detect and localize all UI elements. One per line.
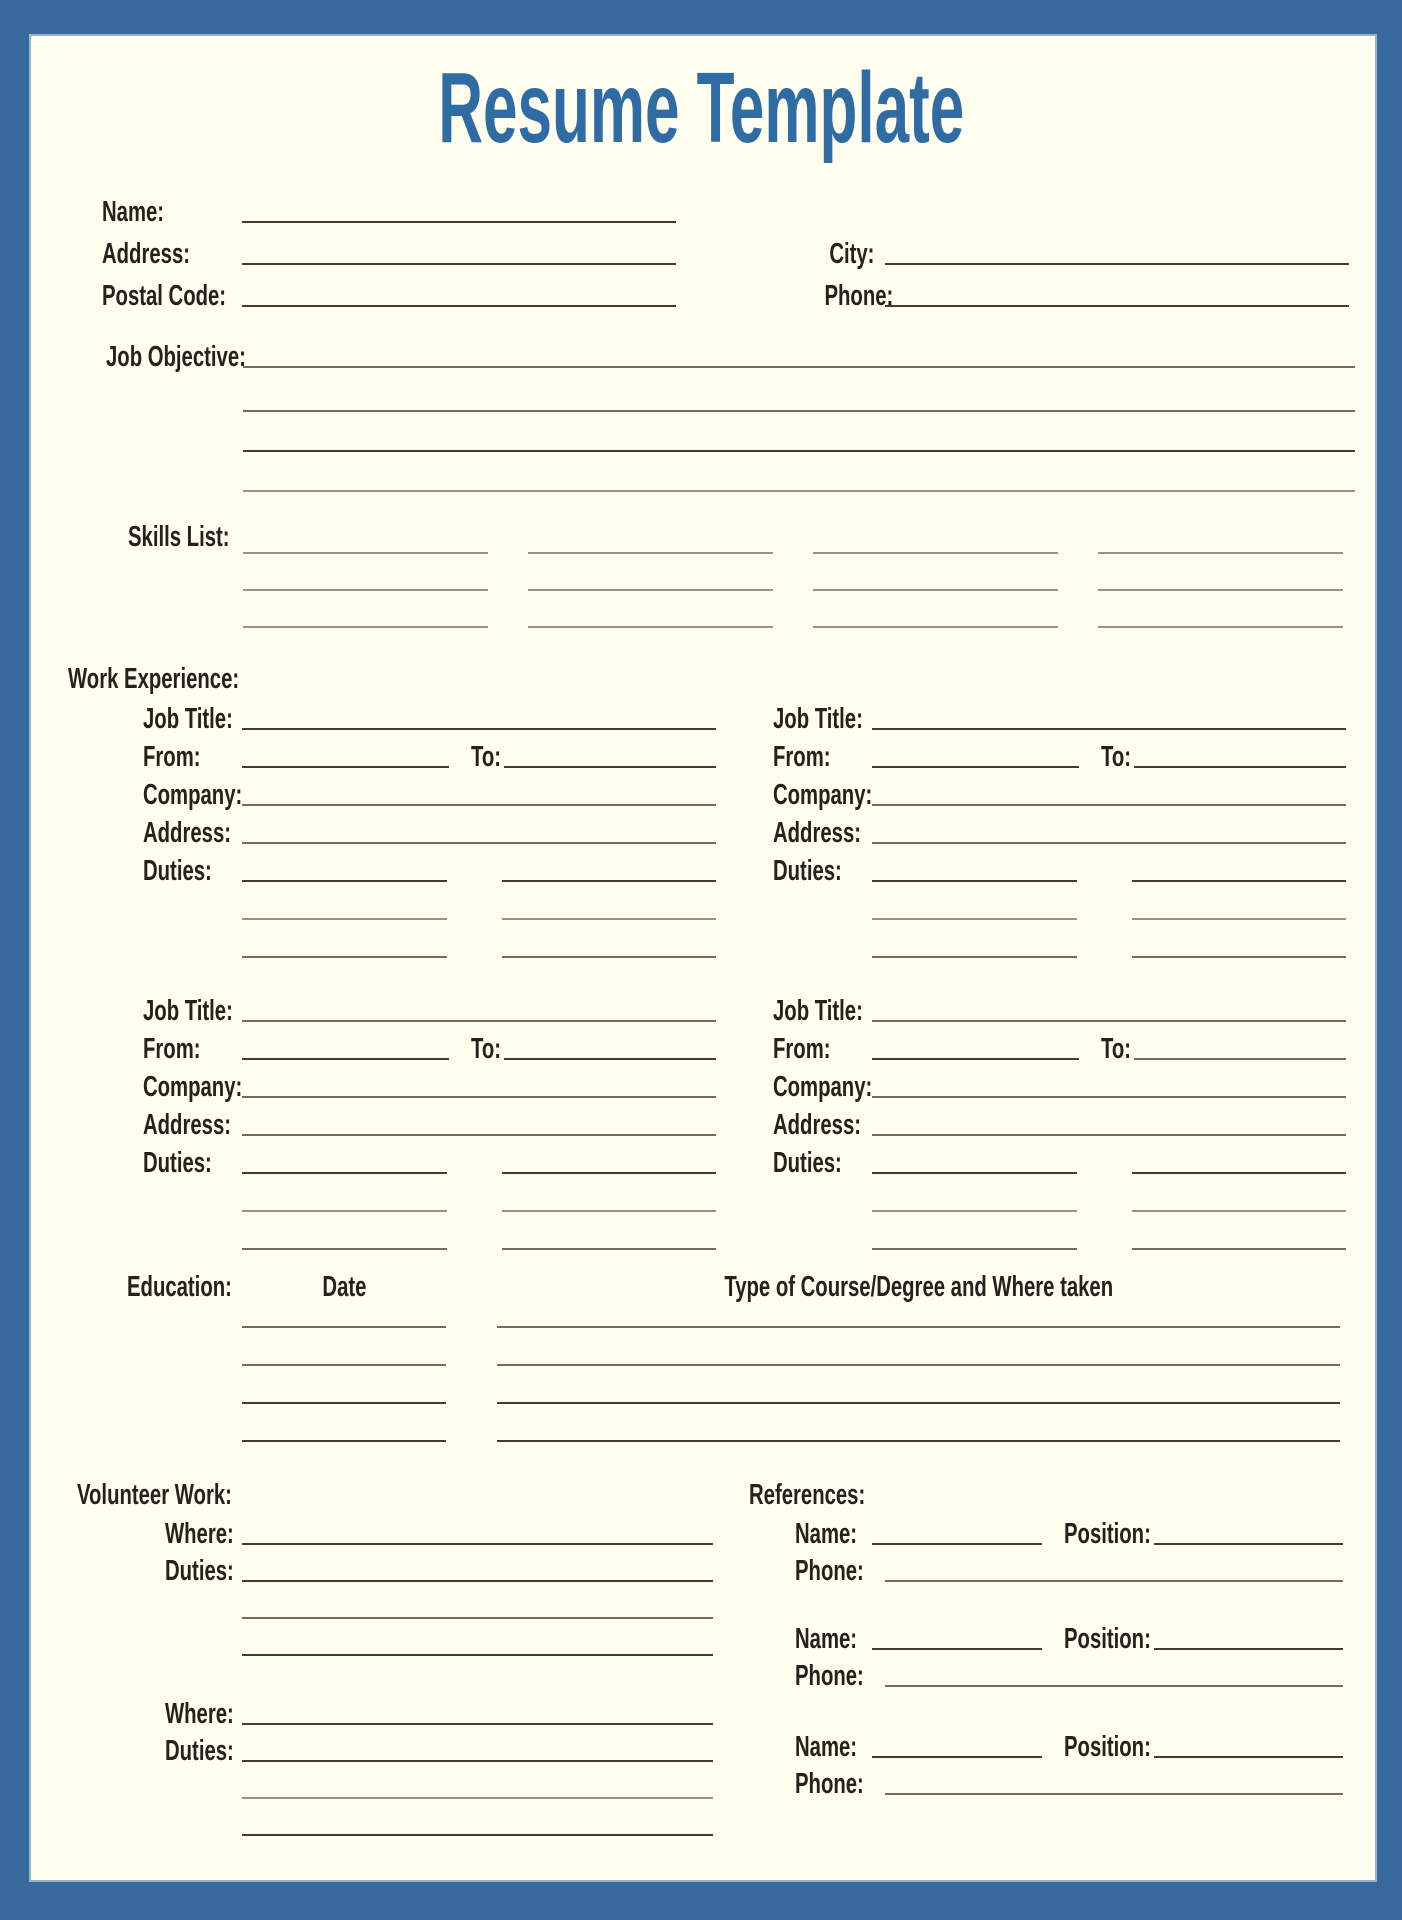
skill-field-line[interactable] — [528, 517, 773, 554]
job-title-field-line[interactable] — [872, 728, 1346, 730]
volunteer-where-field-line[interactable] — [242, 1543, 713, 1545]
duties-field-line[interactable] — [502, 880, 716, 882]
job-title-row — [143, 988, 716, 1026]
to-label: To: — [1101, 1032, 1132, 1065]
from-field-line[interactable] — [242, 766, 449, 768]
job-address-field-line[interactable] — [872, 842, 1346, 844]
reference-name-field-line[interactable] — [872, 1756, 1042, 1758]
job-objective-extra-lines — [243, 372, 1355, 492]
volunteer-where-field-line[interactable] — [242, 1723, 713, 1725]
duties-field-line[interactable] — [242, 1248, 447, 1250]
job-objective-field-line[interactable] — [243, 452, 1355, 492]
volunteer-where-label: Where: — [165, 1697, 234, 1730]
job-address-label: Address: — [143, 1108, 231, 1141]
job-title-label: Job Title: — [773, 702, 863, 735]
job-block — [773, 696, 1346, 962]
duties-row — [143, 1140, 716, 1178]
volunteer-duties-row — [165, 1729, 713, 1766]
skill-field-line[interactable] — [813, 554, 1058, 591]
education-course-field-line[interactable] — [497, 1440, 1340, 1442]
education-date-field-line[interactable] — [242, 1326, 446, 1328]
duties-label: Duties: — [773, 1146, 842, 1179]
volunteer-duties-extra-row — [165, 1623, 713, 1660]
duties-field-line[interactable] — [502, 956, 716, 958]
volunteer-duties-extra-row — [165, 1586, 713, 1623]
job-title-row — [143, 696, 716, 734]
job-address-row — [143, 1102, 716, 1140]
duties-field-line[interactable] — [872, 1248, 1077, 1250]
from-label: From: — [143, 1032, 201, 1065]
from-label: From: — [773, 1032, 831, 1065]
job-address-field-line[interactable] — [242, 842, 716, 844]
address-row — [102, 227, 676, 269]
company-row — [773, 1064, 1346, 1102]
duties-field-line[interactable] — [872, 956, 1077, 958]
volunteer-duties-field-line[interactable] — [242, 1760, 713, 1762]
references-header: References: — [749, 1479, 866, 1511]
volunteer-duties-label: Duties: — [165, 1554, 234, 1587]
postal-code-row — [102, 269, 676, 311]
job-objective-field-line[interactable] — [243, 366, 1355, 368]
skill-field-line[interactable] — [243, 591, 488, 628]
volunteer-block — [165, 1692, 713, 1840]
education-date-header: Date — [321, 1271, 366, 1303]
address-field-line[interactable] — [242, 263, 676, 265]
reference-name-position-row — [795, 1512, 1343, 1549]
reference-position-field-line[interactable] — [1154, 1543, 1343, 1545]
reference-position-label: Position: — [1064, 1622, 1151, 1655]
company-field-line[interactable] — [242, 1096, 716, 1098]
city-row — [795, 227, 1349, 269]
duties-extra-row — [143, 886, 716, 924]
duties-field-line[interactable] — [872, 1172, 1077, 1174]
job-title-field-line[interactable] — [242, 1020, 716, 1022]
duties-extra-row — [143, 1178, 716, 1216]
volunteer-duties-extra-row — [165, 1803, 713, 1840]
address-label: Address: — [102, 237, 190, 270]
volunteer-where-row — [165, 1512, 713, 1549]
job-block — [773, 988, 1346, 1254]
volunteer-block — [165, 1512, 713, 1660]
reference-name-field-line[interactable] — [872, 1543, 1042, 1545]
from-field-line[interactable] — [872, 1058, 1079, 1060]
name-label: Name: — [102, 195, 165, 228]
job-title-label: Job Title: — [143, 994, 233, 1027]
job-block — [143, 988, 716, 1254]
skill-field-line[interactable] — [243, 554, 488, 591]
skills-grid — [243, 517, 1343, 628]
to-field-line[interactable] — [504, 766, 716, 768]
city-field-line[interactable] — [885, 263, 1349, 265]
job-address-label: Address: — [773, 1108, 861, 1141]
education-course-field-line[interactable] — [497, 1364, 1340, 1366]
job-title-field-line[interactable] — [242, 728, 716, 730]
name-row — [102, 185, 676, 227]
job-address-label: Address: — [773, 816, 861, 849]
reference-block — [795, 1512, 1343, 1586]
job-title-row — [773, 696, 1346, 734]
education-date-field-line[interactable] — [242, 1364, 446, 1366]
job-title-label: Job Title: — [143, 702, 233, 735]
duties-field-line[interactable] — [242, 1172, 447, 1174]
duties-row — [143, 848, 716, 886]
education-rows — [242, 1294, 1340, 1446]
job-title-label: Job Title: — [773, 994, 863, 1027]
duties-field-line[interactable] — [242, 956, 447, 958]
duties-field-line[interactable] — [1132, 918, 1346, 920]
reference-name-label: Name: — [795, 1730, 858, 1763]
duties-field-line[interactable] — [1132, 1172, 1346, 1174]
postal-code-label: Postal Code: — [102, 279, 227, 312]
volunteer-duties-field-line[interactable] — [242, 1580, 713, 1582]
volunteer-where-row — [165, 1692, 713, 1729]
volunteer-work-header: Volunteer Work: — [77, 1479, 232, 1511]
company-field-line[interactable] — [872, 1096, 1346, 1098]
reference-phone-field-line[interactable] — [885, 1685, 1343, 1687]
duties-extra-row — [143, 924, 716, 962]
duties-label: Duties: — [143, 854, 212, 887]
duties-extra-row — [773, 1178, 1346, 1216]
job-objective-label: Job Objective: — [106, 340, 246, 373]
from-to-row — [773, 1026, 1346, 1064]
reference-block — [795, 1725, 1343, 1799]
duties-extra-row — [143, 1216, 716, 1254]
duties-field-line[interactable] — [1132, 956, 1346, 958]
duties-field-line[interactable] — [1132, 880, 1346, 882]
phone-label: Phone: — [824, 279, 894, 312]
job-address-row — [773, 810, 1346, 848]
from-field-line[interactable] — [872, 766, 1079, 768]
skill-field-line[interactable] — [528, 591, 773, 628]
duties-field-line[interactable] — [1132, 1210, 1346, 1212]
duties-extra-row — [773, 1216, 1346, 1254]
reference-name-label: Name: — [795, 1622, 858, 1655]
work-experience-header: Work Experience: — [68, 663, 240, 695]
company-row — [143, 1064, 716, 1102]
reference-block — [795, 1617, 1343, 1691]
reference-position-label: Position: — [1064, 1517, 1151, 1550]
duties-field-line[interactable] — [242, 918, 447, 920]
from-to-row — [143, 734, 716, 772]
education-label: Education: — [127, 1271, 232, 1303]
volunteer-duties-label: Duties: — [165, 1734, 234, 1767]
skill-field-line[interactable] — [528, 554, 773, 591]
education-row — [242, 1408, 1340, 1446]
job-objective-field-line[interactable] — [243, 372, 1355, 412]
duties-field-line[interactable] — [872, 918, 1077, 920]
volunteer-duties-field-line[interactable] — [242, 1797, 713, 1799]
duties-field-line[interactable] — [1132, 1248, 1346, 1250]
to-field-line[interactable] — [504, 1058, 716, 1060]
skill-field-line[interactable] — [813, 591, 1058, 628]
reference-phone-label: Phone: — [795, 1767, 864, 1800]
job-title-field-line[interactable] — [872, 1020, 1346, 1022]
education-course-field-line[interactable] — [497, 1402, 1340, 1404]
duties-row — [773, 1140, 1346, 1178]
education-course-header: Type of Course/Degree and Where taken — [724, 1271, 1113, 1303]
page-title: Resume Template — [437, 52, 965, 164]
reference-phone-label: Phone: — [795, 1554, 864, 1587]
from-to-row — [773, 734, 1346, 772]
personal-info-right — [795, 227, 1349, 311]
duties-row — [773, 848, 1346, 886]
reference-phone-label: Phone: — [795, 1659, 864, 1692]
company-label: Company: — [143, 778, 243, 811]
reference-name-label: Name: — [795, 1517, 858, 1550]
from-to-row — [143, 1026, 716, 1064]
from-label: From: — [773, 740, 831, 773]
job-address-label: Address: — [143, 816, 231, 849]
education-row — [242, 1332, 1340, 1370]
job-objective-row — [106, 330, 1355, 372]
from-label: From: — [143, 740, 201, 773]
company-row — [773, 772, 1346, 810]
volunteer-duties-extra-row — [165, 1766, 713, 1803]
job-address-row — [143, 810, 716, 848]
job-objective-field-line[interactable] — [243, 412, 1355, 452]
duties-field-line[interactable] — [502, 1248, 716, 1250]
from-field-line[interactable] — [242, 1058, 449, 1060]
postal-code-field-line[interactable] — [242, 305, 676, 307]
personal-info-left — [102, 185, 676, 311]
volunteer-duties-field-line[interactable] — [242, 1654, 713, 1656]
skill-field-line[interactable] — [1098, 554, 1343, 591]
duties-label: Duties: — [773, 854, 842, 887]
duties-extra-row — [773, 886, 1346, 924]
city-label: City: — [828, 237, 874, 270]
volunteer-duties-field-line[interactable] — [242, 1617, 713, 1619]
reference-name-position-row — [795, 1617, 1343, 1654]
skill-field-line[interactable] — [1098, 517, 1343, 554]
to-label: To: — [1101, 740, 1132, 773]
reference-phone-field-line[interactable] — [885, 1793, 1343, 1795]
education-course-field-line[interactable] — [497, 1326, 1340, 1328]
volunteer-duties-row — [165, 1549, 713, 1586]
company-label: Company: — [143, 1070, 243, 1103]
job-address-row — [773, 1102, 1346, 1140]
job-address-field-line[interactable] — [872, 1134, 1346, 1136]
job-address-field-line[interactable] — [242, 1134, 716, 1136]
reference-phone-row — [795, 1762, 1343, 1799]
reference-position-field-line[interactable] — [1154, 1756, 1343, 1758]
duties-extra-row — [773, 924, 1346, 962]
education-date-field-line[interactable] — [242, 1402, 446, 1404]
duties-field-line[interactable] — [242, 880, 447, 882]
reference-name-field-line[interactable] — [872, 1648, 1042, 1650]
skill-field-line[interactable] — [1098, 591, 1343, 628]
company-field-line[interactable] — [872, 804, 1346, 806]
volunteer-where-label: Where: — [165, 1517, 234, 1550]
company-label: Company: — [773, 778, 873, 811]
to-label: To: — [471, 740, 502, 773]
duties-field-line[interactable] — [872, 1210, 1077, 1212]
phone-field-line[interactable] — [885, 305, 1349, 307]
duties-field-line[interactable] — [872, 880, 1077, 882]
duties-field-line[interactable] — [502, 1172, 716, 1174]
education-row — [242, 1294, 1340, 1332]
reference-position-field-line[interactable] — [1154, 1648, 1343, 1650]
reference-phone-field-line[interactable] — [885, 1580, 1343, 1582]
reference-name-position-row — [795, 1725, 1343, 1762]
to-label: To: — [471, 1032, 502, 1065]
reference-phone-row — [795, 1549, 1343, 1586]
education-date-field-line[interactable] — [242, 1440, 446, 1442]
duties-label: Duties: — [143, 1146, 212, 1179]
duties-field-line[interactable] — [502, 918, 716, 920]
phone-row — [795, 269, 1349, 311]
skills-list-label: Skills List: — [128, 521, 230, 553]
job-block — [143, 696, 716, 962]
job-title-row — [773, 988, 1346, 1026]
reference-phone-row — [795, 1654, 1343, 1691]
skill-field-line[interactable] — [813, 517, 1058, 554]
skill-field-line[interactable] — [243, 517, 488, 554]
to-field-line[interactable] — [1134, 766, 1346, 768]
company-row — [143, 772, 716, 810]
reference-position-label: Position: — [1064, 1730, 1151, 1763]
duties-field-line[interactable] — [502, 1210, 716, 1212]
to-field-line[interactable] — [1134, 1058, 1346, 1060]
company-field-line[interactable] — [242, 804, 716, 806]
education-row — [242, 1370, 1340, 1408]
duties-field-line[interactable] — [242, 1210, 447, 1212]
name-field-line[interactable] — [242, 221, 676, 223]
company-label: Company: — [773, 1070, 873, 1103]
volunteer-duties-field-line[interactable] — [242, 1834, 713, 1836]
